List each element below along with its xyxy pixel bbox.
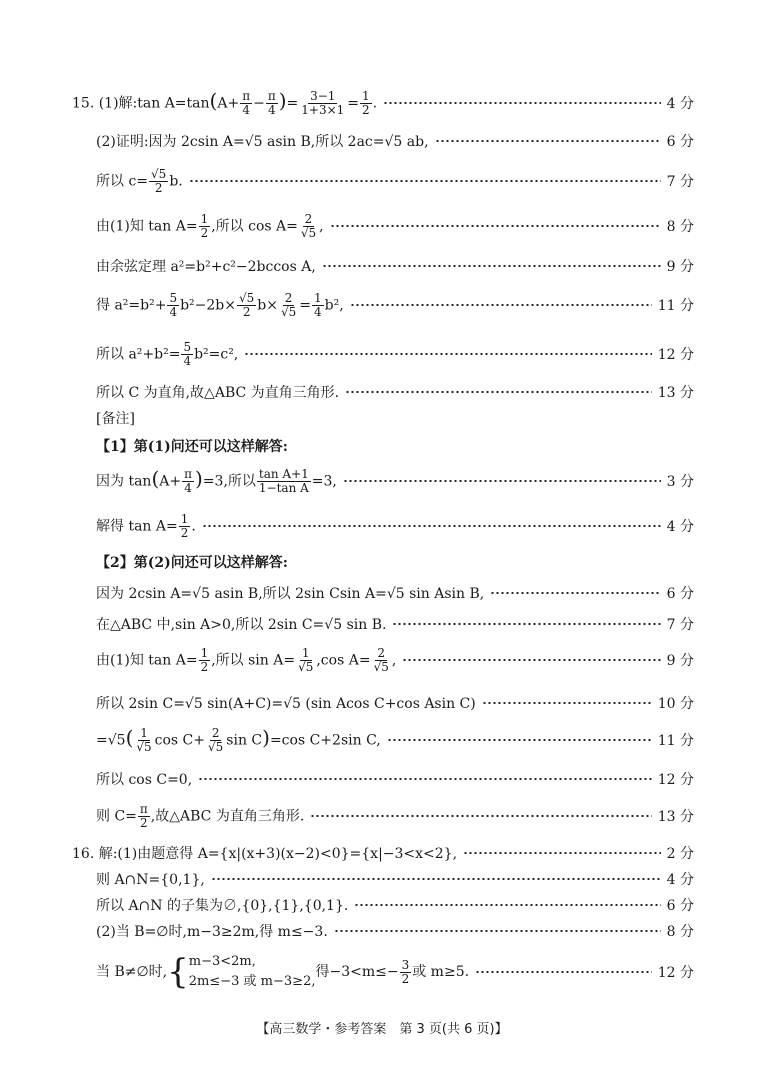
score-points: 12 分 xyxy=(657,772,694,788)
solution-line: 则 C= $\frac{\pi}{2}$ ,故△ABC 为直角三角形. 13 分 xyxy=(96,801,694,830)
solution-line: 所以 C 为直角,故△ABC 为直角三角形. 13 分 xyxy=(96,379,694,405)
leader-dots xyxy=(383,102,661,104)
solution-16-part1: 16. 解:(1)由题意得 A={x|(x+3)(x−2)<0}={x|−3<x<2}, 2 分 xyxy=(72,840,694,866)
inequality-system: m−3<2m, 2m≤−3 或 m−3≥2, xyxy=(188,954,316,989)
score-points: 4 分 xyxy=(666,96,694,112)
solution-line: 所以 A∩N 的子集为∅,{0},{1},{0,1}. 6 分 xyxy=(96,892,694,918)
solution-15-part2-proof: (2)证明:因为 2csin A=√5 asin B,所以 2ac=√5 ab, 6 分 xyxy=(96,128,694,154)
solution-line: 当 B≠∅时,{ m−3<2m, 2m≤−3 或 m−3≥2, 得−3<m≤− $\frac{3}{2}$ 或 m≥5. 12 分 xyxy=(96,952,694,992)
score-points: 3 分 xyxy=(666,474,694,490)
leader-dots xyxy=(463,852,661,854)
remark-2-heading: 【2】第(2)问还可以这样解答: xyxy=(96,555,288,571)
score-points: 12 分 xyxy=(657,347,694,363)
solution-15-part1: 15. (1)解:tan A=tan(A+ $\frac{\pi}{4}$ − $\frac{\pi}{4}$ )= $\frac{3-1}{1+3\times 1}$ = $\frac{1}{2}$ . 4 分 xyxy=(72,88,694,117)
score-points: 11 分 xyxy=(657,298,694,314)
score-points: 13 分 xyxy=(657,809,694,825)
score-points: 2 分 xyxy=(666,846,694,862)
score-points: 4 分 xyxy=(666,872,694,888)
leader-dots xyxy=(330,225,661,227)
leader-dots xyxy=(322,265,661,267)
solution-16-part2: (2)当 B=∅时,m−3≥2m,得 m≤−3. 8 分 xyxy=(96,918,694,944)
leader-dots xyxy=(310,815,651,817)
solution-line: 解得 tan A= $\frac{1}{2}$ . 4 分 xyxy=(96,511,694,540)
score-points: 10 分 xyxy=(657,696,694,712)
leader-dots xyxy=(334,930,661,932)
remark-1-heading: 【1】第(1)问还可以这样解答: xyxy=(96,439,288,455)
score-points: 4 分 xyxy=(666,519,694,535)
score-points: 7 分 xyxy=(666,617,694,633)
remark-heading: [备注] xyxy=(96,411,135,427)
solution-line: =√5( $\frac{1}{√5}$ cos C+ $\frac{2}{√5}$ sin C)=cos C+2sin C, 11 分 xyxy=(96,725,694,754)
score-points: 8 分 xyxy=(666,219,694,235)
score-points: 8 分 xyxy=(666,924,694,940)
solution-line: 由(1)知 tan A= $\frac{1}{2}$ ,所以 cos A= $\frac{2}{√5}$ , 8 分 xyxy=(96,211,694,240)
leader-dots xyxy=(189,180,661,182)
score-points: 6 分 xyxy=(666,898,694,914)
score-points: 12 分 xyxy=(657,965,694,981)
leader-dots xyxy=(345,391,652,393)
leader-dots xyxy=(343,480,661,482)
leader-dots xyxy=(387,739,652,741)
page-footer: 【高三数学・参考答案 第 3 页(共 6 页)】 xyxy=(256,1022,508,1037)
solution-line: 由余弦定理 a²=b²+c²−2bccos A, 9 分 xyxy=(96,253,694,279)
solution-line: 在△ABC 中,sin A>0,所以 2sin C=√5 sin B. 7 分 xyxy=(96,611,694,637)
leader-dots xyxy=(475,971,652,973)
leader-dots xyxy=(202,525,661,527)
solution-line: 因为 2csin A=√5 asin B,所以 2sin Csin A=√5 sin Asin B, 6 分 xyxy=(96,580,694,606)
solution-line: 因为 tan(A+ $\frac{\pi}{4}$ )=3,所以 $\frac{\text{tan A+1}}{\text{1−tan A}}$ =3, 3 分 xyxy=(96,466,694,495)
score-points: 7 分 xyxy=(666,174,694,190)
leader-dots xyxy=(402,659,660,661)
leader-dots xyxy=(490,592,660,594)
leader-dots xyxy=(435,140,661,142)
score-points: 9 分 xyxy=(666,259,694,275)
leader-dots xyxy=(482,702,652,704)
leader-dots xyxy=(354,904,660,906)
leader-dots xyxy=(244,353,651,355)
score-points: 6 分 xyxy=(666,586,694,602)
solution-line: 所以 a²+b²= $\frac{5}{4}$ b²=c², 12 分 xyxy=(96,339,694,368)
solution-line: 则 A∩N={0,1}, 4 分 xyxy=(96,866,694,892)
score-points: 6 分 xyxy=(666,134,694,150)
leader-dots xyxy=(392,623,660,625)
leader-dots xyxy=(350,304,652,306)
score-points: 9 分 xyxy=(666,653,694,669)
leader-dots xyxy=(198,778,652,780)
solution-line: 由(1)知 tan A= $\frac{1}{2}$ ,所以 sin A= $\frac{1}{√5}$ ,cos A= $\frac{2}{√5}$ , 9 分 xyxy=(96,645,694,674)
score-points: 13 分 xyxy=(657,385,694,401)
score-points: 11 分 xyxy=(657,733,694,749)
leader-dots xyxy=(211,878,661,880)
solution-line: 所以 c= $\frac{√5}{2}$ b. 7 分 xyxy=(96,166,694,195)
solution-line: 所以 2sin C=√5 sin(A+C)=√5 (sin Acos C+cos Asin C) 10 分 xyxy=(96,690,694,716)
solution-line: 得 a²=b²+ $\frac{5}{4}$ b²−2b× $\frac{√5}{2}$ b× $\frac{2}{√5}$ = $\frac{1}{4}$ b², 11 分 xyxy=(96,290,694,319)
solution-line: 所以 cos C=0, 12 分 xyxy=(96,766,694,792)
